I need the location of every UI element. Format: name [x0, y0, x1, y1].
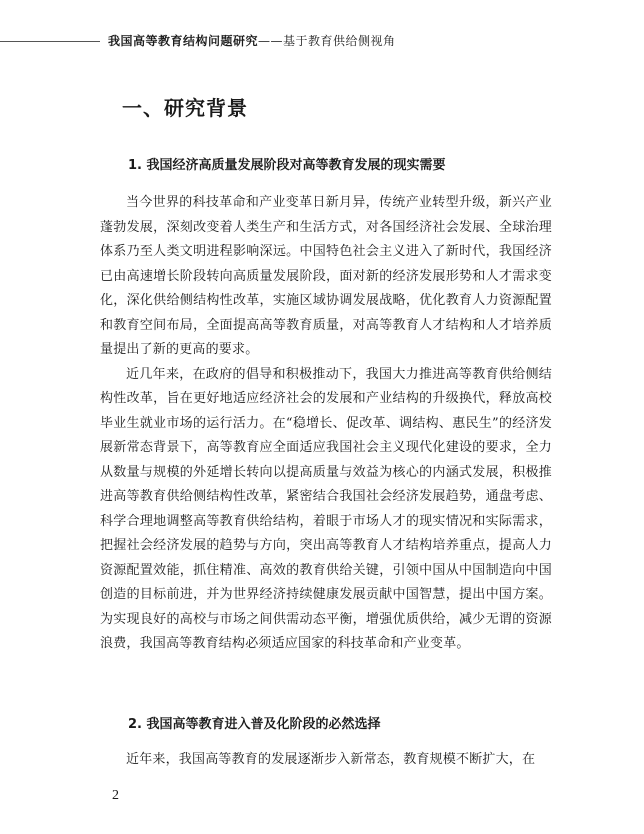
section-1-body: [100, 191, 552, 657]
paragraph: 近几年来，在政府的倡导和积极推动下，我国大力推进高等教育供给侧结构性改革，旨在更好地适应经济社会的发展和产业结构的升级换代，释放高校毕业生就业市场的运行活力。在“稳增长、促改革、调结构、惠民生”的经济发展新常态背景下，高等教育应全面适应我国社会主义现代化建设的要求，全力从数量与规模的外延增长转向以提高质量与效益为核心的内涵式发展，积极推进高等教育供给侧结构性改革，紧密结合我国社会经济发展趋势，通盘考虑、科学合理地调整高等教育供给结构，着眼于市场人才的现实情况和实际需求，把握社会经济发展的趋势与方向，突出高等教育人才结构培养重点，提高人力资源配置效能，抓住精准、高效的教育供给关键，引领中国从中国制造向中国创造的目标前进，并为世界经济持续健康发展贡献中国智慧，提出中国方案。为实现良好的高校与市场之间供需动态平衡，增强优质供给，减少无谓的资源浪费，我国高等教育结构必须适应国家的科技革命和产业变革。: [100, 366, 552, 651]
section-heading-1: 1. 我国经济高质量发展阶段对高等教育发展的现实需要: [128, 158, 446, 173]
section-2-body: [100, 748, 552, 773]
running-header-text: [108, 32, 396, 49]
paragraph: 近年来，我国高等教育的发展逐渐步入新常态，教育规模不断扩大，在: [126, 752, 536, 767]
page-number: 2: [112, 788, 119, 803]
section-heading-2: 2. 我国高等教育进入普及化阶段的必然选择: [128, 717, 381, 732]
paragraph: 当今世界的科技革命和产业变革日新月异，传统产业转型升级，新兴产业蓬勃发展，深刻改变着人类生产和生活方式，对各国经济社会发展、全球治理体系乃至人类文明进程影响深远。中国特色社会主义进入了新时代，我国经济已由高速增长阶段转向高质量发展阶段，面对新的经济发展形势和人才需求变化，深化供给侧结构性改革，实施区域协调发展战略，优化教育人力资源配置和教育空间布局，全面提高高等教育质量，对高等教育人才结构和人才培养质量提出了新的更高的要求。: [100, 195, 552, 357]
running-header: [0, 32, 644, 56]
book-subtitle: ——基于教育供给侧视角: [258, 34, 396, 48]
chapter-title: 一、研究背景: [122, 96, 248, 120]
book-title: 我国高等教育结构问题研究: [108, 34, 259, 48]
header-rule: [0, 41, 100, 42]
